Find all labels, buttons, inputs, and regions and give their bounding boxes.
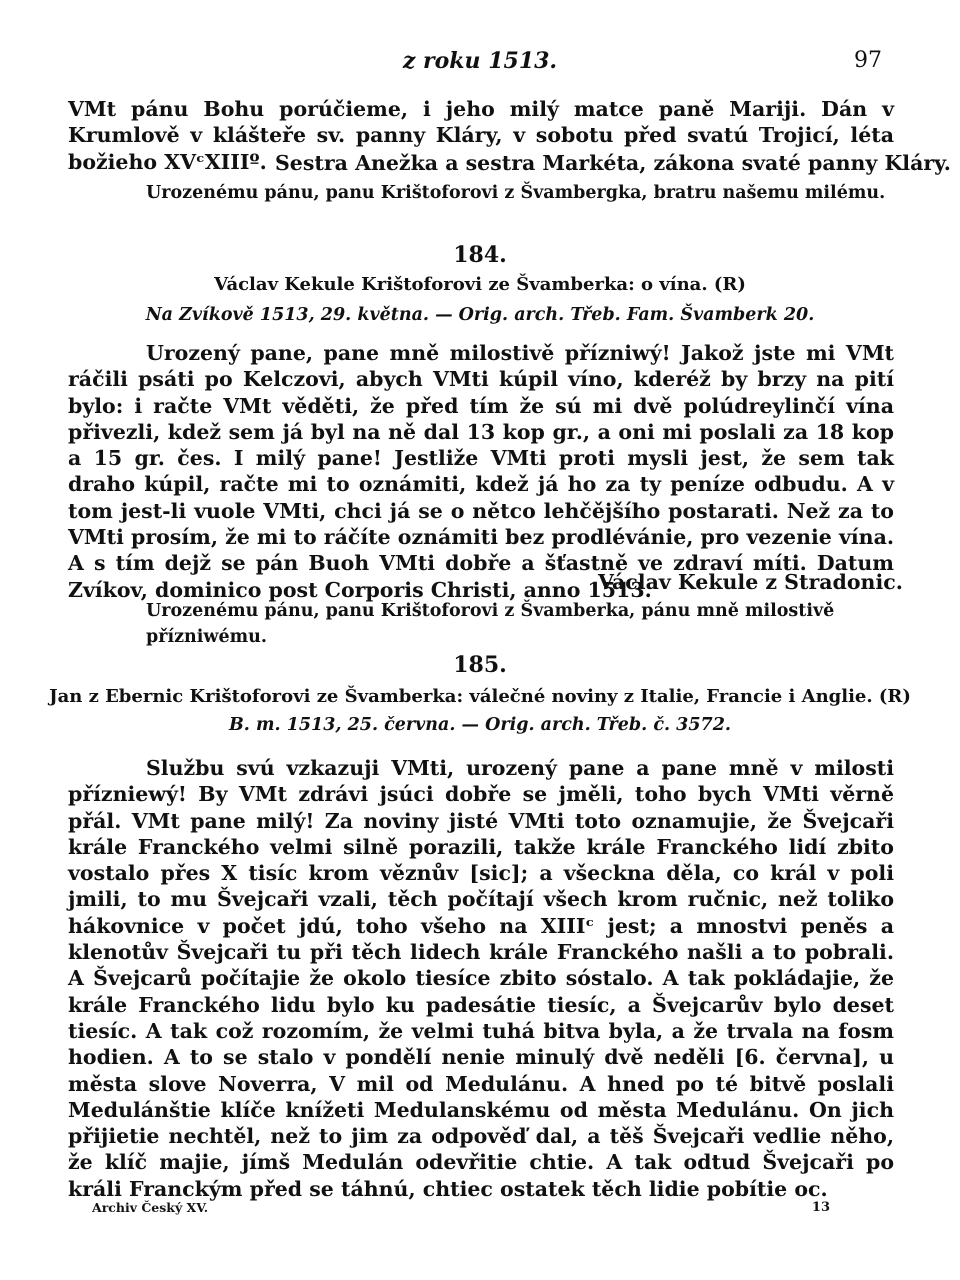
letter-184-paragraph: Urozený pane, pane mně milostivě přízniwý! Jakož jste mi VMt ráčili psáti po Kelczovi, abych VMti kúpil víno, kderéž by brzy na pití bylo: i račte VMt věděti, že před tím že sú mi dvě polúdreylinčí vína přivezli, kdež sem já byl na ně dal 13 kop gr., a oni mi poslali za 18 kop a 15 gr. čes. I milý pane! Jestliže VMti proti mysli jest, že sem tak draho kúpil, račte mi to oznámiti, kdež já ho za ty peníze odbudu. A v tom jest-li vuole VMti, chci já se o nětco lehčějšího postarati. Než za to VMti prosím, že mi to ráčíte oznámiti bez prodlévánie, pro vezenie vína. A s tím dejž se pán Buoh VMti dobře a šťastně ve zdraví míti. Datum Zvíkov, dominico post Corporis Christi, anno 1513. <box>68 341 894 602</box>
letter-183-address: Urozenému pánu, panu Krištoforovi z Švambergka, bratru našemu milému. <box>146 183 886 203</box>
letter-185-source: B. m. 1513, 25. června. — Orig. arch. Třeb. č. 3572. <box>229 715 731 735</box>
letter-185-paragraph: Službu svú vzkazuji VMti, urozený pane a pane mně v milosti přízniewý! By VMt zdrávi jsúci dobře se jměli, toho bych VMti věrně přál. VMt pane milý! Za noviny jisté VMti toto oznamujie, že Švejcaři krále Franckého velmi silně porazili, takže krále Franckého lidí zbito vostalo přes X tisíc krom věznův [sic]; a všeckna děla, co král v poli jmili, to mu Švejcaři vzali, těch počítají všech krom ručnic, než toliko hákovnice v počet jdú, toho všeho na XIIIᶜ jest; a mnostvi peněs a klenotův Švejcaři tu při těch lidech krále Franckého našli a to pobrali. A Švejcarů počítajie že okolo tiesíce zbito sóstalo. A tak pokládajie, že krále Franckého lidu bylo ku padesátie tiesíc, a Švejcarův bylo deset tiesíc. A tak což rozomím, že velmi tuhá bitva byla, a že trvala na fosm hodien. A to se stalo v pondělí nenie minulý dvě neděli [6. června], u města slove Noverra, V mil od Medulánu. A hned po té bitvě poslali Medulánštie klíče knížeti Medulanskému od města Medulánu. On jich přijietie nechtěl, než to jim za odpověď dal, a těš Švejcaři vedlie něho, že klíč majie, jímš Medulán odevřitie chtie. A tak odtud Švejcaři po králi Franckým před se táhnú, chtiec ostatek těch lidie pobítie oc. <box>68 756 894 1201</box>
letter-184-address: Urozenému pánu, panu Krištoforovi z Švamberka, pánu mně milostivě přízniwému. <box>146 601 835 648</box>
letter-184-body <box>68 340 894 603</box>
letter-184-address-block <box>146 598 960 651</box>
letter-185-title: Jan z Ebernic Krištoforovi ze Švamberka: válečné noviny z Italie, Francie i Anglie. (R) <box>49 686 911 707</box>
letter-184-source: Na Zvíkově 1513, 29. května. — Orig. arch. Třeb. Fam. Švamberk 20. <box>145 305 815 325</box>
letter-183-signature: Sestra Anežka a sestra Markéta, zákona svaté panny Kláry. <box>275 151 951 175</box>
letter-185-body <box>68 755 894 1202</box>
running-title: z roku 1513. <box>402 48 558 74</box>
letter-184-title: Václav Kekule Krištoforovi ze Švamberka: o vína. (R) <box>214 274 746 295</box>
letter-183-signature-block <box>275 150 951 176</box>
letter-183-address-block <box>146 180 885 206</box>
letter-185-number: 185. <box>453 652 507 678</box>
footer-signature-mark: 13 <box>811 1200 830 1215</box>
page-number: 97 <box>854 48 882 73</box>
letter-184-signature: Václav Kekule z Stradonic. <box>598 570 903 594</box>
letter-184-signature-block <box>598 569 903 595</box>
letter-184-number: 184. <box>453 242 507 268</box>
footer-volume: Archiv Český XV. <box>92 1200 209 1215</box>
letter-183-closing-paragraph: VMt pánu Bohu porúčieme, i jeho milý matce paně Mariji. Dán v Krumlově v klášteře sv. panny Kláry, v sobotu před svatú Trojicí, léta božieho XVᶜXIIIº. <box>68 97 894 174</box>
